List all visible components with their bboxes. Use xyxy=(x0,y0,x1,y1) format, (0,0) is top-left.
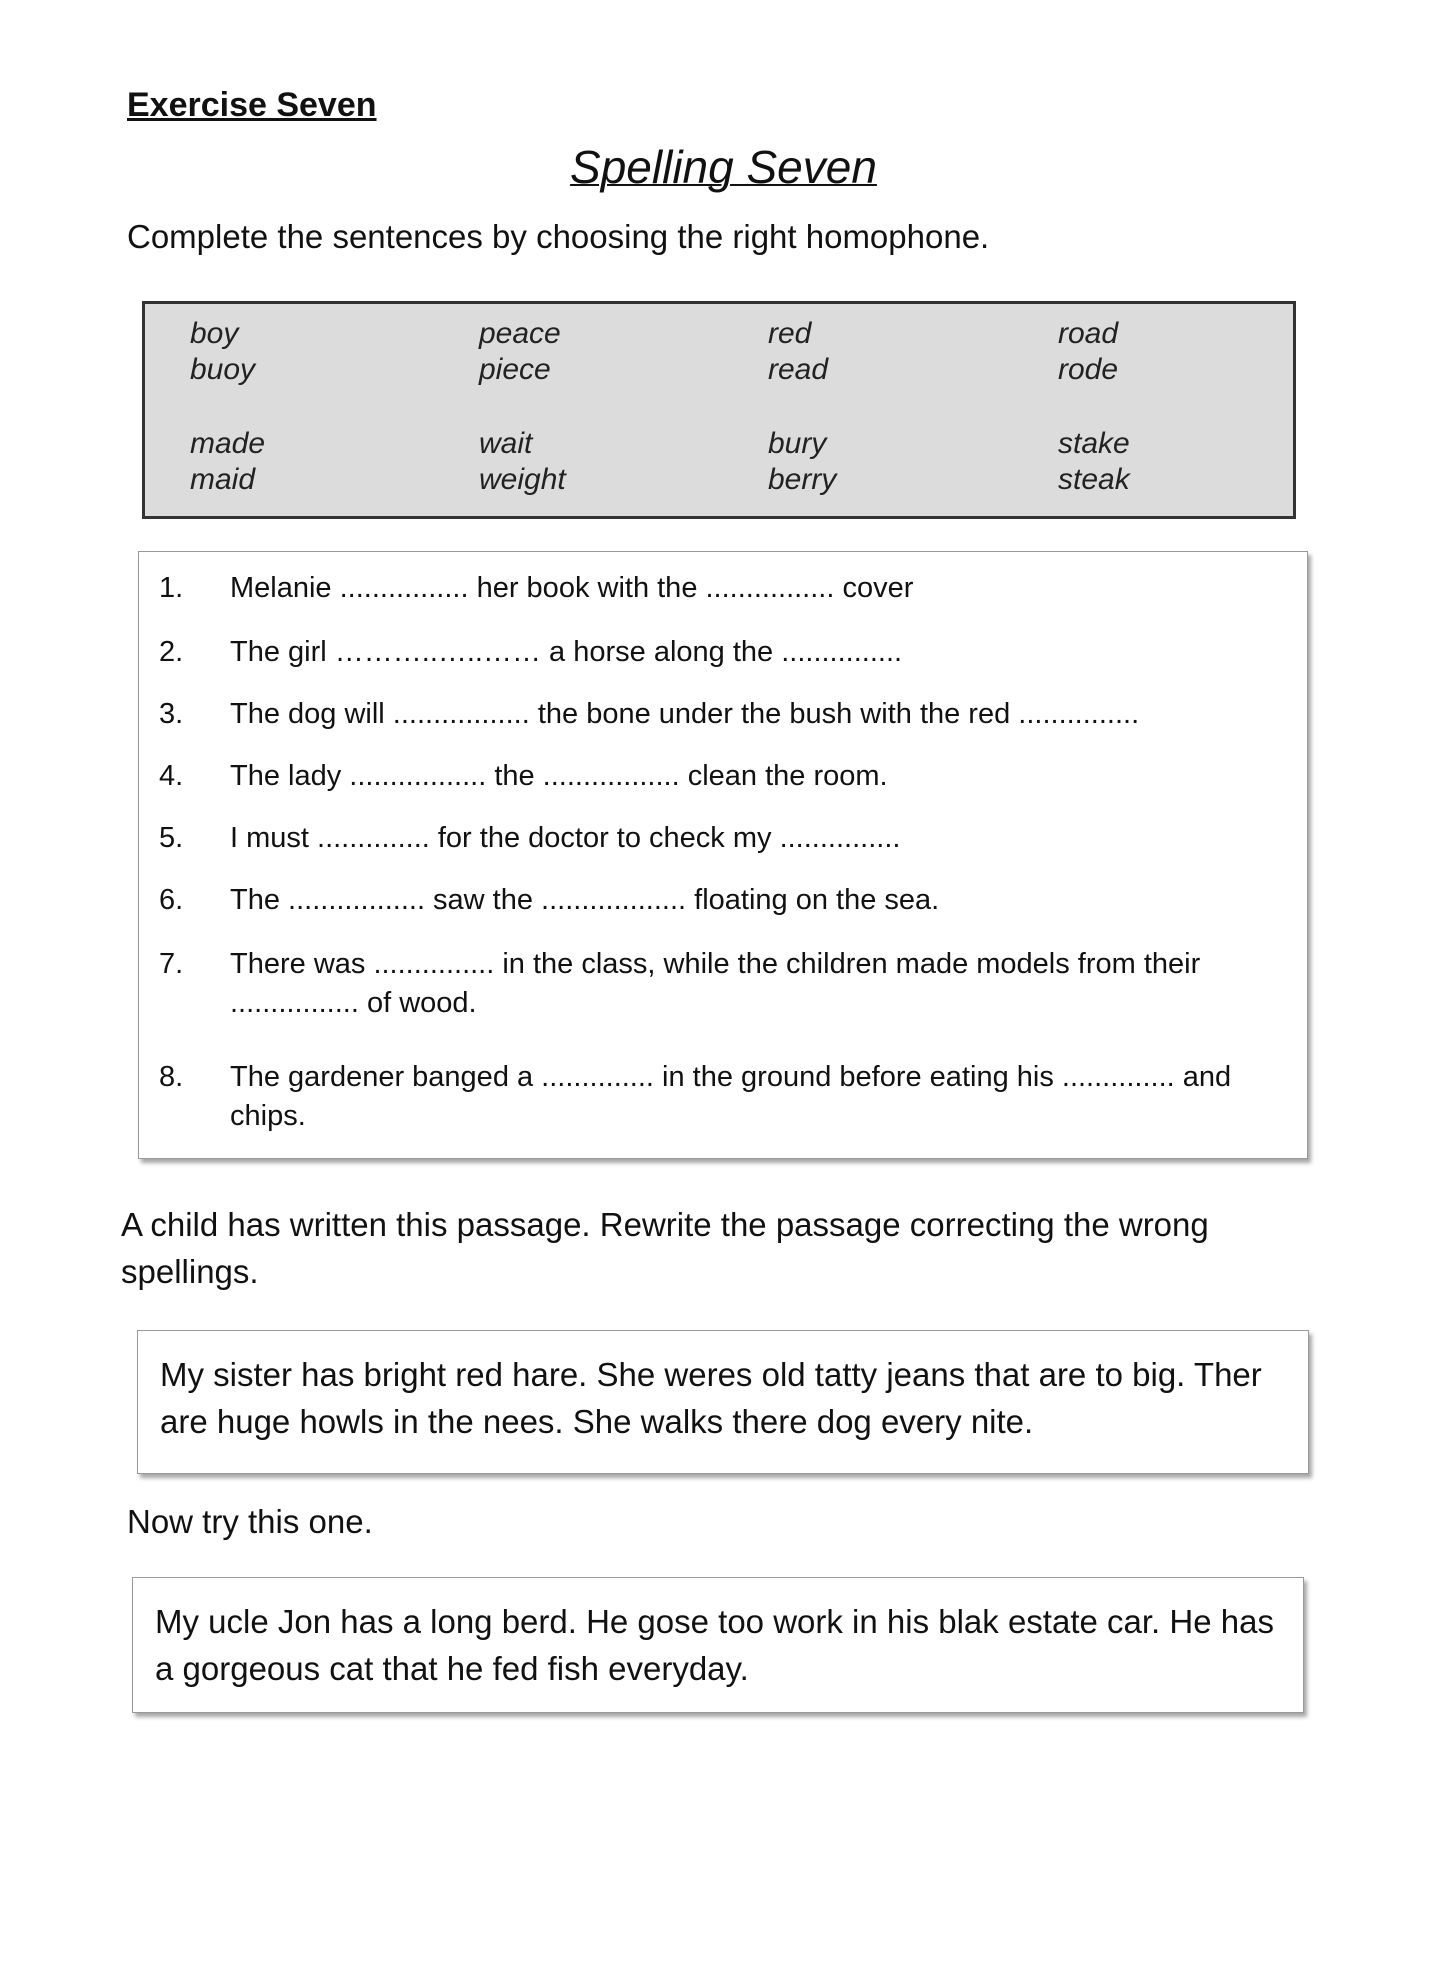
sentence-number: 5. xyxy=(159,822,184,854)
word-pair-1 xyxy=(190,316,255,388)
word: made xyxy=(190,427,266,460)
sentence-text: Melanie ................ her book with the ................ cover xyxy=(230,572,914,604)
word: berry xyxy=(768,463,837,496)
sentence-text: There was ............... in the class, while the children made models from their ................ of wood. xyxy=(230,948,1201,1019)
passage-text: My ucle Jon has a long berd. He gose too work in his blak estate car. He has a gorgeous cat that he fed fish everyday. xyxy=(155,1603,1274,1687)
instruction-homophones: Complete the sentences by choosing the right homophone. xyxy=(127,218,990,255)
word: wait xyxy=(479,427,533,460)
sentence-number: 6. xyxy=(159,884,184,916)
sentence-number: 1. xyxy=(159,572,184,604)
word: buoy xyxy=(190,353,256,386)
word: rode xyxy=(1058,353,1119,386)
word: piece xyxy=(479,353,551,386)
word: road xyxy=(1058,317,1119,350)
word: bury xyxy=(768,427,827,460)
word: boy xyxy=(190,317,239,350)
sentence-text: The lady ................. the ................. clean the room. xyxy=(230,760,888,792)
sentence-number: 2. xyxy=(159,636,184,668)
sentence-text: The girl ………..…..…… a horse along the ............... xyxy=(230,636,903,668)
sentence-list xyxy=(138,551,1308,1159)
word: peace xyxy=(479,317,561,350)
word-pair-3 xyxy=(768,316,828,388)
sentence-number: 7. xyxy=(159,948,184,980)
exercise-heading: Exercise Seven xyxy=(127,86,377,124)
sentence-text: The gardener banged a .............. in the ground before eating his .............. and chips. xyxy=(230,1061,1232,1132)
word: read xyxy=(768,353,829,386)
word: stake xyxy=(1058,427,1130,460)
page-title: Spelling Seven xyxy=(570,141,877,193)
passage-text: My sister has bright red hare. She weres old tatty jeans that are to big. Ther are huge howls in the nees. She walks there dog every nite. xyxy=(160,1356,1262,1440)
word-pair-7 xyxy=(768,426,836,498)
homophone-word-box xyxy=(142,301,1296,519)
sentence-text: The dog will ................. the bone under the bush with the red ............... xyxy=(230,698,1140,730)
word-pair-8 xyxy=(1058,426,1130,498)
word: steak xyxy=(1058,463,1130,496)
word: weight xyxy=(479,463,566,496)
passage-box-2 xyxy=(132,1577,1304,1713)
sentence-text: The ................. saw the .................. floating on the sea. xyxy=(230,884,940,916)
word: maid xyxy=(190,463,256,496)
sentence-number: 3. xyxy=(159,698,184,730)
word-pair-4 xyxy=(1058,316,1118,388)
word: red xyxy=(768,317,812,350)
sentence-text: I must .............. for the doctor to check my ............... xyxy=(230,822,901,854)
sentence-number: 4. xyxy=(159,760,184,792)
word-pair-2 xyxy=(479,316,561,388)
instruction-try-again: Now try this one. xyxy=(127,1503,373,1540)
instruction-rewrite: A child has written this passage. Rewrite the passage correcting the wrong spellings. xyxy=(121,1206,1209,1290)
passage-box-1 xyxy=(137,1330,1309,1474)
word-pair-5 xyxy=(190,426,265,498)
sentence-number: 8. xyxy=(159,1061,184,1093)
word-pair-6 xyxy=(479,426,566,498)
